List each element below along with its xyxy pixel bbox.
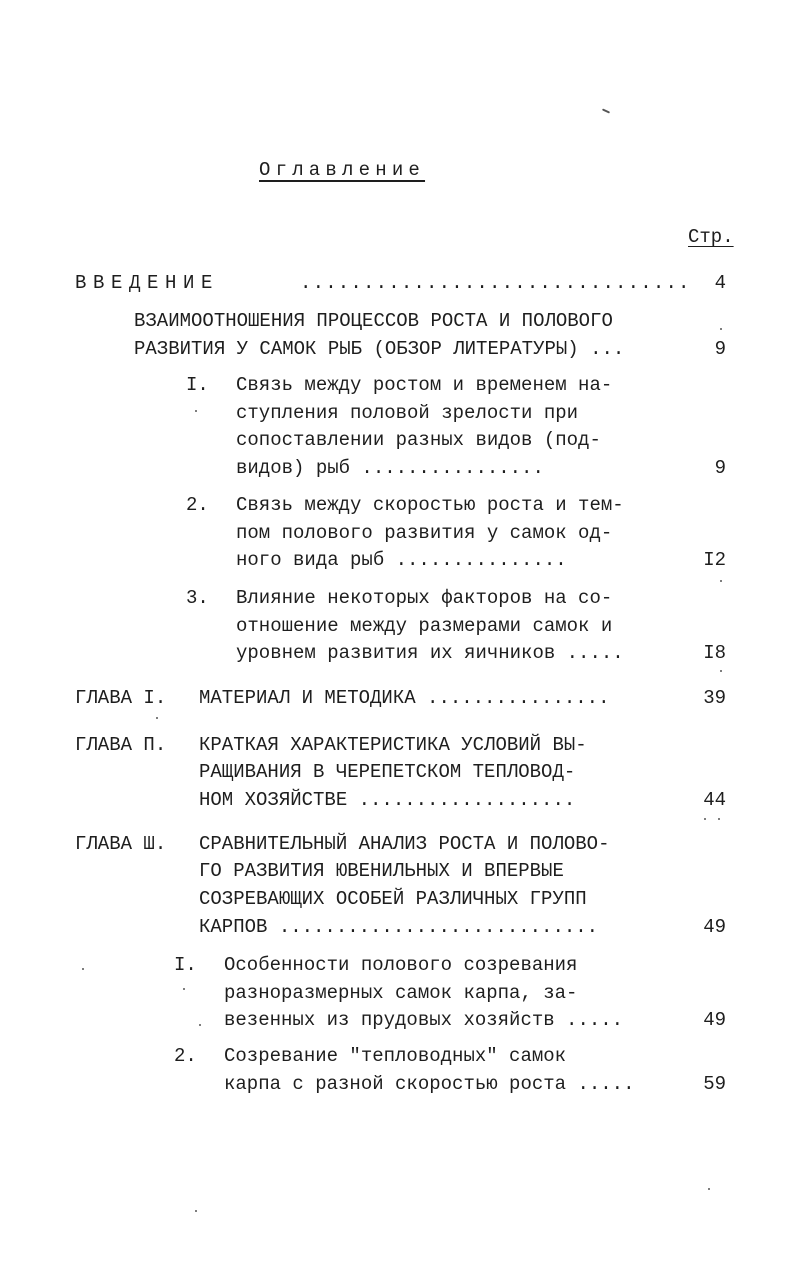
scan-speck — [195, 1210, 197, 1212]
toc-subentry-number: I. — [186, 374, 209, 396]
toc-subentry-page: I8 — [703, 642, 726, 664]
toc-entry-review-line-2: РАЗВИТИЯ У САМОК РЫБ (ОБЗОР ЛИТЕРАТУРЫ) ... — [134, 338, 625, 360]
scan-speck — [720, 580, 722, 582]
scan-speck — [718, 818, 720, 820]
toc-subentry-line: Связь между скоростью роста и тем- — [236, 494, 624, 516]
toc-subentry-line: пом полового развития у самок од- — [236, 522, 613, 544]
toc-chapter-label: ГЛАВА I. — [75, 687, 167, 709]
toc-subentry-page: 59 — [703, 1073, 726, 1095]
toc-chapter-page: 44 — [703, 789, 726, 811]
scan-speck — [195, 410, 197, 412]
scan-speck — [720, 670, 722, 672]
toc-subentry-line: везенных из прудовых хозяйств ..... — [224, 1009, 624, 1031]
toc-subentry-line: Связь между ростом и временем на- — [236, 374, 613, 396]
toc-chapter-line: КАРПОВ ............................ — [199, 916, 599, 938]
toc-subentry-line: Влияние некоторых факторов на со- — [236, 587, 613, 609]
toc-chapter-label: ГЛАВА Ш. — [75, 833, 167, 855]
toc-subentry-number: 3. — [186, 587, 209, 609]
toc-chapter-line: МАТЕРИАЛ И МЕТОДИКА ................ — [199, 687, 610, 709]
scan-speck — [602, 108, 610, 113]
toc-subentry-line: карпа с разной скоростью роста ..... — [224, 1073, 635, 1095]
toc-subentry-number: 2. — [174, 1045, 197, 1067]
toc-subentry-line: разноразмерных самок карпа, за- — [224, 982, 578, 1004]
toc-entry-review-page: 9 — [714, 338, 726, 360]
scan-speck — [183, 988, 185, 990]
toc-entry-intro-label: ВВЕДЕНИЕ — [75, 272, 220, 294]
toc-chapter-label: ГЛАВА П. — [75, 734, 167, 756]
toc-subentry-line: ного вида рыб ............... — [236, 549, 567, 571]
toc-chapter-line: НОМ ХОЗЯЙСТВЕ ................... — [199, 789, 576, 811]
toc-subentry-line: Созревание "тепловодных" самок — [224, 1045, 567, 1067]
scan-speck — [708, 1188, 710, 1190]
toc-entry-intro-page: 4 — [714, 272, 726, 294]
toc-subentry-page: 49 — [703, 1009, 726, 1031]
toc-chapter-line: КРАТКАЯ ХАРАКТЕРИСТИКА УСЛОВИЙ ВЫ- — [199, 734, 587, 756]
toc-chapter-line: РАЩИВАНИЯ В ЧЕРЕПЕТСКОМ ТЕПЛОВОД- — [199, 761, 576, 783]
toc-subentry-number: 2. — [186, 494, 209, 516]
scan-speck — [82, 968, 84, 970]
scan-speck — [156, 717, 158, 719]
toc-chapter-page: 49 — [703, 916, 726, 938]
scan-speck — [720, 328, 722, 330]
toc-subentry-line: Особенности полового созревания — [224, 954, 578, 976]
toc-subentry-number: I. — [174, 954, 197, 976]
toc-chapter-page: 39 — [703, 687, 726, 709]
toc-subentry-line: уровнем развития их яичников ..... — [236, 642, 624, 664]
toc-subentry-line: видов) рыб ................ — [236, 457, 544, 479]
toc-subentry-line: ступления половой зрелости при — [236, 402, 579, 424]
page-title: Оглавление — [259, 159, 426, 181]
toc-subentry-page: 9 — [714, 457, 726, 479]
page-column-label: Стр. — [688, 226, 734, 248]
toc-subentry-line: сопоставлении разных видов (под- — [236, 429, 601, 451]
scan-speck — [704, 818, 706, 820]
toc-chapter-line: ГО РАЗВИТИЯ ЮВЕНИЛЬНЫХ И ВПЕРВЫЕ — [199, 860, 564, 882]
toc-subentry-line: отношение между размерами самок и — [236, 615, 613, 637]
toc-entry-review-line-1: ВЗАИМООТНОШЕНИЯ ПРОЦЕССОВ РОСТА И ПОЛОВОГО — [134, 310, 613, 332]
scan-speck — [199, 1024, 201, 1026]
toc-chapter-line: СОЗРЕВАЮЩИХ ОСОБЕЙ РАЗЛИЧНЫХ ГРУПП — [199, 888, 587, 910]
toc-subentry-page: I2 — [703, 549, 726, 571]
toc-chapter-line: СРАВНИТЕЛЬНЫЙ АНАЛИЗ РОСТА И ПОЛОВО- — [199, 833, 610, 855]
toc-entry-intro-dots: ............................... — [300, 272, 691, 294]
